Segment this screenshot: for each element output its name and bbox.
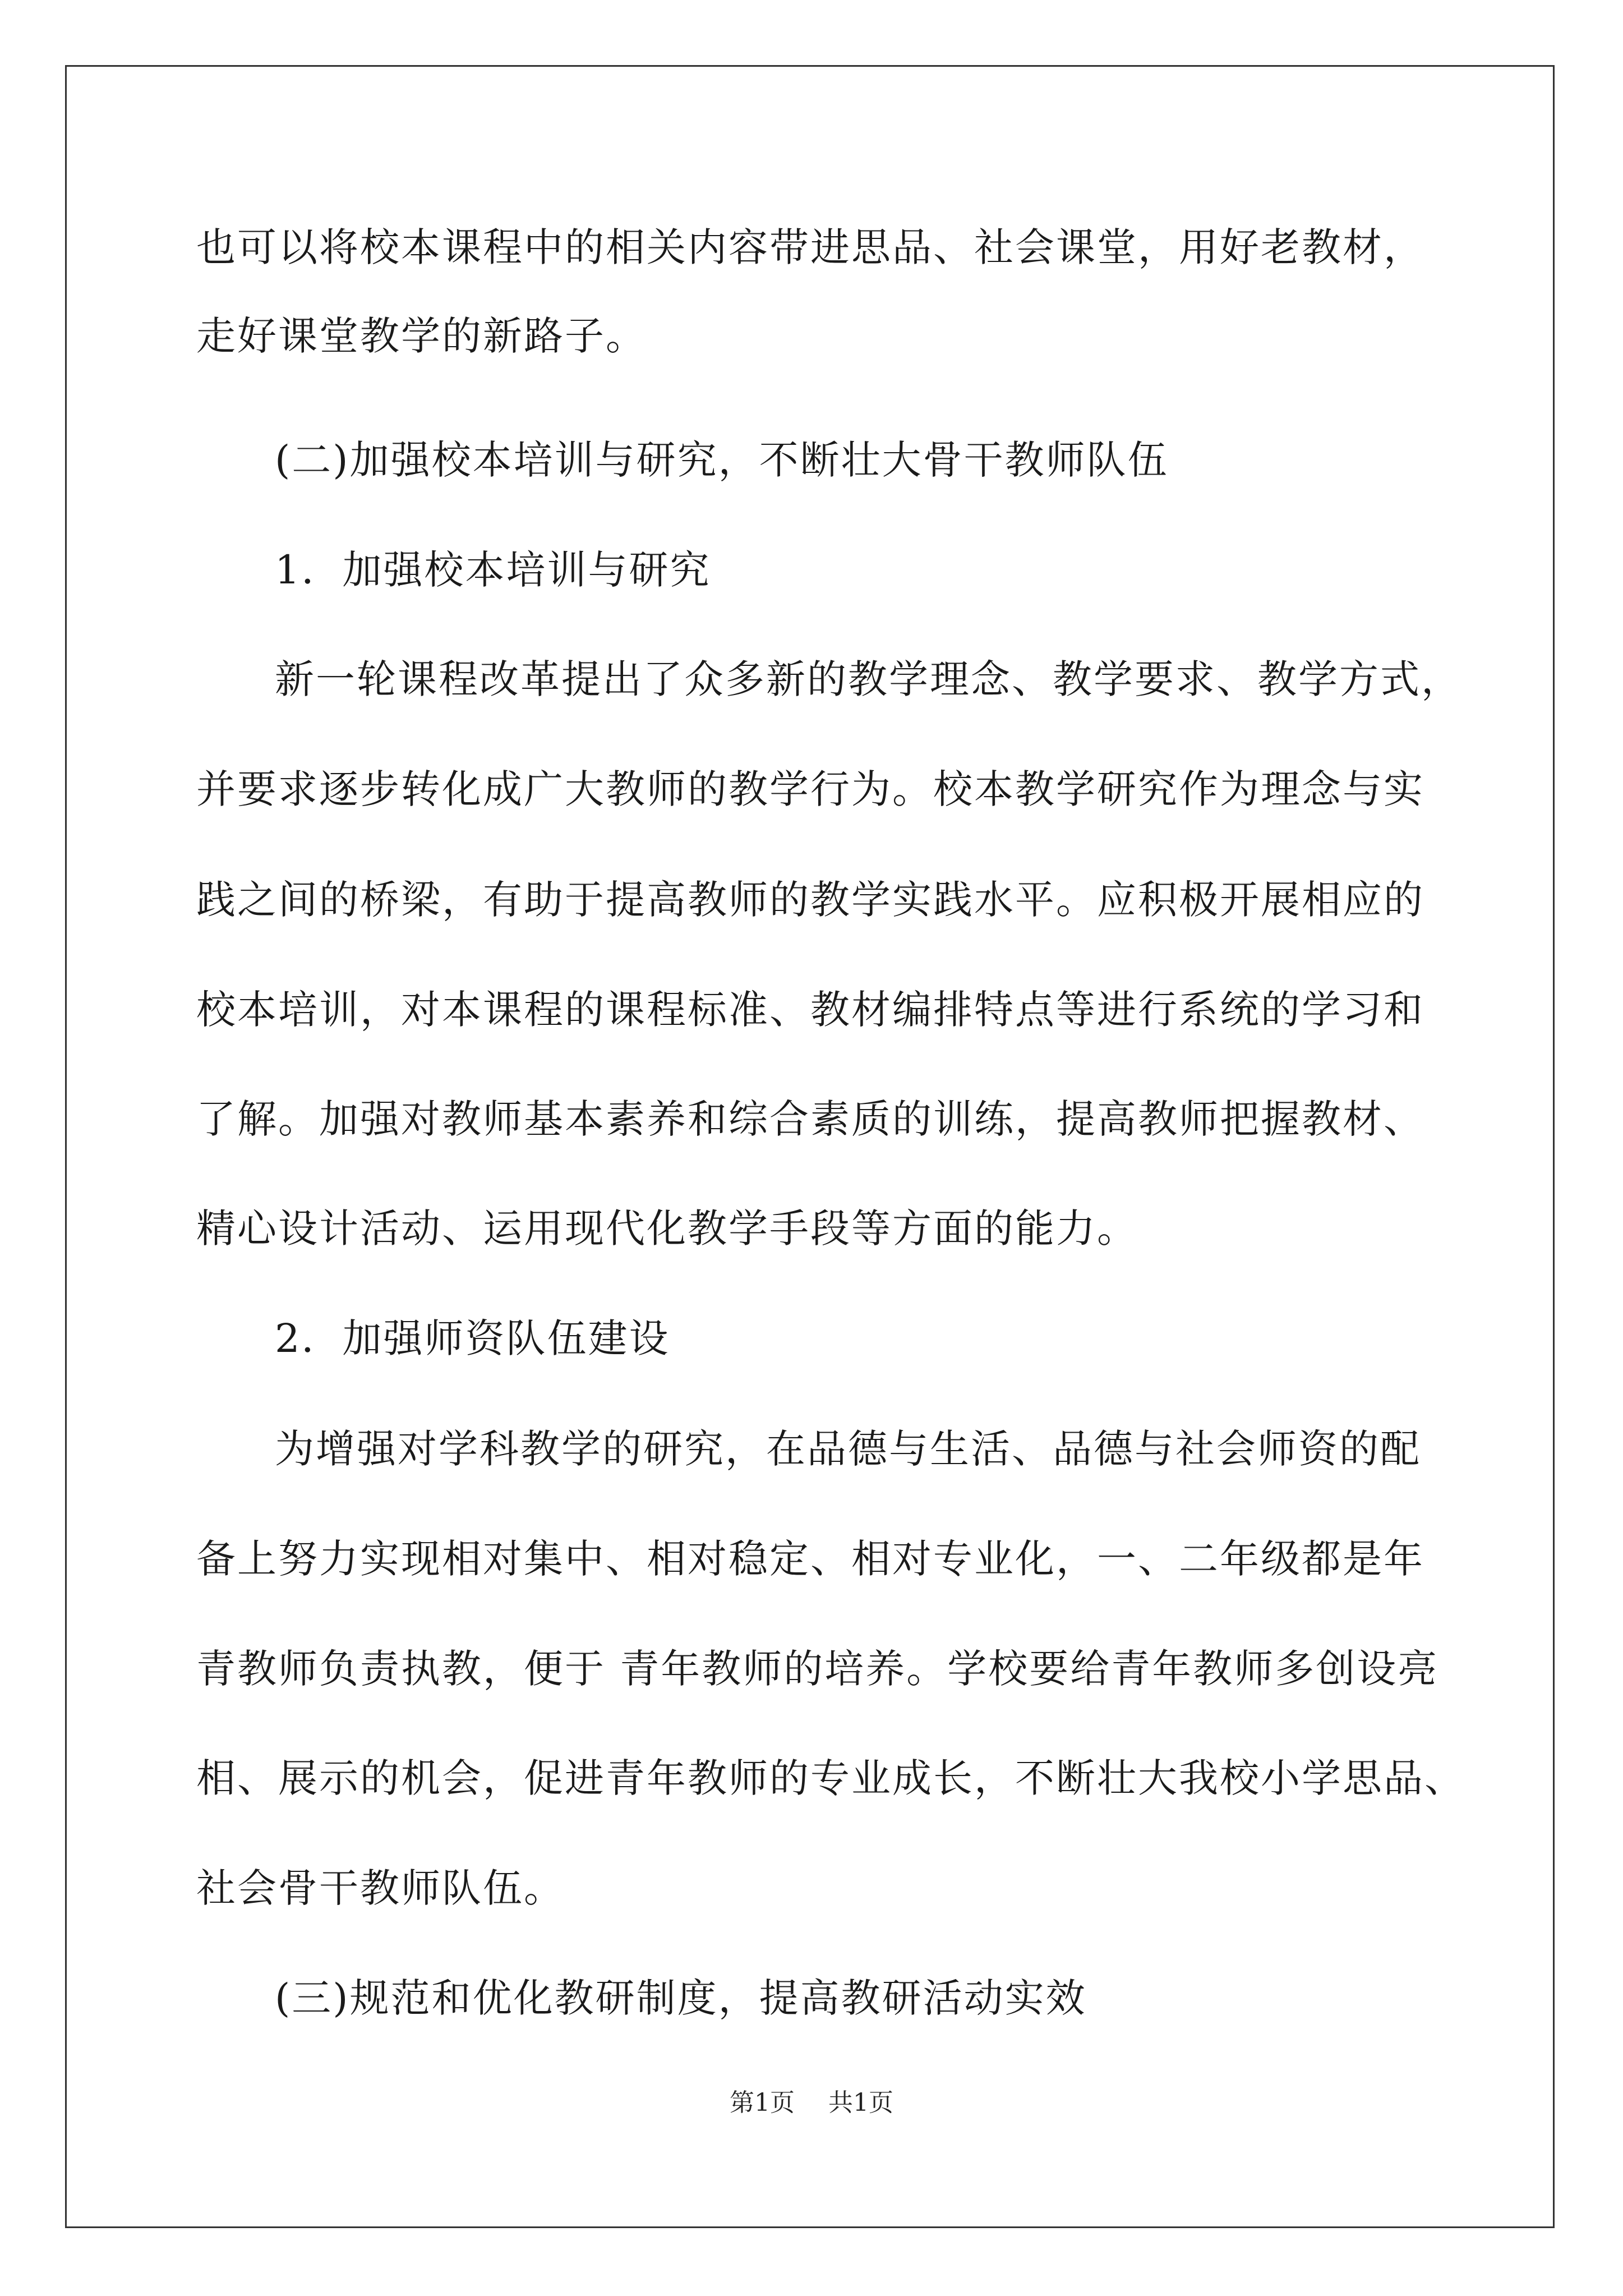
text-line: 并要求逐步转化成广大教师的教学行为。校本教学研究作为理念与实 (196, 766, 1424, 812)
text-line: 青教师负责执教，便于 青年教师的培养。学校要给青年教师多创设亮 (196, 1646, 1439, 1692)
text-line: 走好课堂教学的新路子。 (196, 313, 647, 359)
page-footer (0, 2086, 1623, 2120)
text-line: 了解。加强对教师基本素养和综合素质的训练，提高教师把握教材、 (196, 1096, 1424, 1142)
text-line: 相、展示的机会，促进青年教师的专业成长，不断壮大我校小学思品、 (196, 1755, 1465, 1801)
text-line: 精心设计活动、运用现代化教学手段等方面的能力。 (196, 1205, 1138, 1251)
page-total: 共1页 (828, 2088, 893, 2117)
subsection-heading: 2．加强师资队伍建设 (275, 1315, 670, 1361)
text-line: 为增强对学科教学的研究，在品德与生活、品德与社会师资的配 (275, 1426, 1421, 1472)
text-line: 也可以将校本课程中的相关内容带进思品、社会课堂，用好老教材， (196, 224, 1424, 270)
page-number: 第1页 (730, 2088, 795, 2117)
text-line: 社会骨干教师队伍。 (196, 1865, 565, 1911)
text-line: 备上努力实现相对集中、相对稳定、相对专业化，一、二年级都是年 (196, 1536, 1424, 1582)
text-line: 校本培训，对本课程的课程标准、教材编排特点等进行系统的学习和 (196, 987, 1424, 1033)
section-heading: (三)规范和优化教研制度，提高教研活动实效 (275, 1975, 1087, 2021)
section-heading: (二)加强校本培训与研究，不断壮大骨干教师队伍 (275, 437, 1169, 483)
text-line: 新一轮课程改革提出了众多新的教学理念、教学要求、教学方式， (275, 656, 1462, 702)
text-line: 践之间的桥梁，有助于提高教师的教学实践水平。应积极开展相应的 (196, 877, 1424, 923)
subsection-heading: 1．加强校本培训与研究 (275, 547, 711, 593)
